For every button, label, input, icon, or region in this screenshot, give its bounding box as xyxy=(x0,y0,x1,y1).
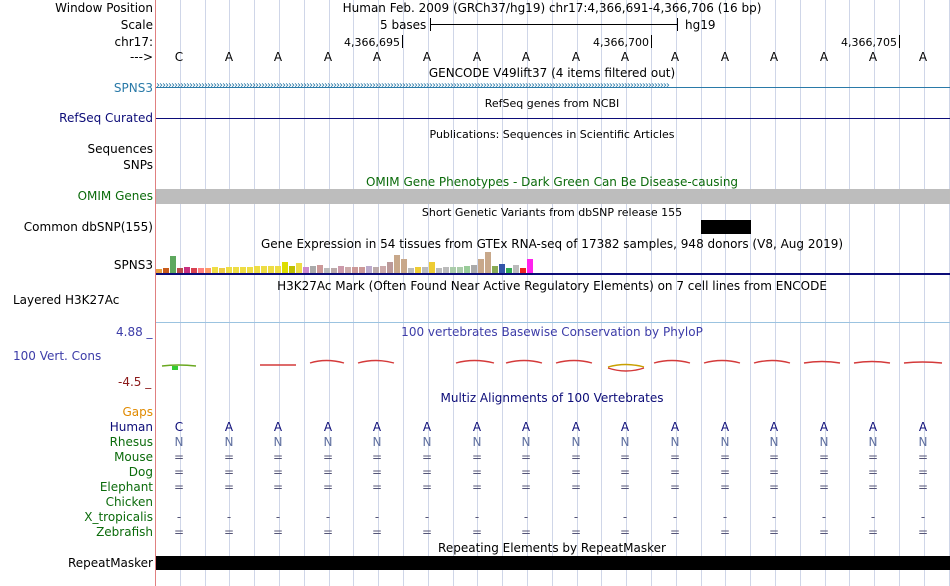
alignment-cell: = xyxy=(223,525,235,539)
alignment-cell: = xyxy=(768,450,780,464)
gtex-tissue-bar[interactable] xyxy=(254,266,260,273)
alignment-cell: A xyxy=(472,420,482,434)
alignment-cell: N xyxy=(571,435,581,449)
base-letter: A xyxy=(273,50,283,64)
rmsk-title: Repeating Elements by RepeatMasker xyxy=(438,541,666,555)
coord-tick xyxy=(402,35,403,48)
gtex-tissue-bar[interactable] xyxy=(527,259,533,273)
alignment-cell: - xyxy=(275,510,281,524)
alignment-cell: = xyxy=(371,525,383,539)
gtex-tissue-bar[interactable] xyxy=(401,259,407,273)
species-label-x_tropicalis[interactable]: X_tropicalis xyxy=(84,510,153,524)
alignment-cell: N xyxy=(620,435,630,449)
alignment-cell: = xyxy=(272,465,284,479)
phylop-score-mark xyxy=(556,361,592,364)
alignment-cell: = xyxy=(669,480,681,494)
alignment-cell: N xyxy=(521,435,531,449)
species-label-rhesus[interactable]: Rhesus xyxy=(109,435,153,449)
base-letter: A xyxy=(372,50,382,64)
coord-tick xyxy=(651,35,652,48)
alignment-cell: = xyxy=(867,465,879,479)
scale-bar-right-tick xyxy=(677,18,678,31)
base-letter: A xyxy=(868,50,878,64)
phylop-score-mark xyxy=(608,365,644,368)
sequences-label[interactable]: Sequences xyxy=(87,142,153,156)
alignment-cell: = xyxy=(619,480,631,494)
species-label-human[interactable]: Human xyxy=(109,420,153,434)
alignment-cell: = xyxy=(570,465,582,479)
alignment-cell: = xyxy=(173,480,185,494)
alignment-cell: = xyxy=(867,450,879,464)
strand-arrow-label: ---> xyxy=(129,50,153,64)
omim-gene-bar[interactable] xyxy=(156,189,950,204)
alignment-cell: = xyxy=(471,525,483,539)
h3k27ac-track-label[interactable]: Layered H3K27Ac xyxy=(13,293,120,307)
phylop-score-mark xyxy=(854,362,890,364)
phylop-score-mark xyxy=(358,361,394,364)
alignment-cell: = xyxy=(421,465,433,479)
coord-tick xyxy=(899,35,900,48)
base-letter: C xyxy=(174,50,184,64)
alignment-cell: = xyxy=(719,525,731,539)
alignment-cell: = xyxy=(818,525,830,539)
base-letter: A xyxy=(521,50,531,64)
alignment-cell: N xyxy=(372,435,382,449)
refseq-title: RefSeq genes from NCBI xyxy=(484,97,620,110)
alignment-cell: = xyxy=(570,480,582,494)
alignment-cell: = xyxy=(917,480,929,494)
alignment-cell: - xyxy=(523,510,529,524)
phylop-score-mark xyxy=(904,362,942,363)
alignment-cell: A xyxy=(670,420,680,434)
scale-label: Scale xyxy=(120,18,153,32)
alignment-cell: = xyxy=(223,480,235,494)
refseq-track-label[interactable]: RefSeq Curated xyxy=(59,111,153,125)
window-position-value: Human Feb. 2009 (GRCh37/hg19) chr17:4,366,691-4,366,706 (16 bp) xyxy=(342,1,762,15)
alignment-cell: = xyxy=(272,525,284,539)
gtex-tissue-bar[interactable] xyxy=(387,262,393,273)
scale-bar xyxy=(430,24,677,25)
phylop-score-mark xyxy=(804,362,840,364)
alignment-cell: N xyxy=(819,435,829,449)
alignment-cell: = xyxy=(421,525,433,539)
gtex-tissue-bar[interactable] xyxy=(317,265,323,273)
alignment-cell: - xyxy=(672,510,678,524)
phylop-score-mark xyxy=(704,361,740,364)
species-label-chicken[interactable]: Chicken xyxy=(105,495,153,509)
scale-bar-left-tick xyxy=(430,18,431,31)
alignment-cell: - xyxy=(722,510,728,524)
gtex-tissue-bar[interactable] xyxy=(261,266,267,273)
alignment-cell: = xyxy=(520,525,532,539)
alignment-cell: = xyxy=(371,465,383,479)
alignment-cell: A xyxy=(273,420,283,434)
alignment-cell: = xyxy=(867,480,879,494)
alignment-cell: = xyxy=(173,450,185,464)
rmsk-repeat-bar[interactable] xyxy=(156,556,950,570)
h3k27ac-signal-line[interactable] xyxy=(156,322,950,323)
base-letter: A xyxy=(323,50,333,64)
gtex-tissue-bar[interactable] xyxy=(310,266,316,273)
alignment-cell: = xyxy=(322,465,334,479)
alignment-cell: N xyxy=(174,435,184,449)
base-letter: A xyxy=(224,50,234,64)
alignment-cell: = xyxy=(471,450,483,464)
alignment-cell: - xyxy=(870,510,876,524)
alignment-cell: = xyxy=(322,480,334,494)
dbsnp-track-label[interactable]: Common dbSNP(155) xyxy=(23,220,153,234)
gtex-tissue-bar[interactable] xyxy=(170,256,176,273)
alignment-cell: = xyxy=(719,465,731,479)
base-letter: A xyxy=(918,50,928,64)
window-position-label: Window Position xyxy=(55,1,153,15)
alignment-cell: = xyxy=(272,480,284,494)
alignment-cell: N xyxy=(224,435,234,449)
species-label-zebrafish[interactable]: Zebrafish xyxy=(96,525,153,539)
alignment-cell: = xyxy=(818,480,830,494)
alignment-cell: = xyxy=(570,450,582,464)
alignment-cell: = xyxy=(619,465,631,479)
alignment-cell: = xyxy=(669,465,681,479)
gtex-tissue-bar[interactable] xyxy=(499,264,505,273)
gtex-tissue-bar[interactable] xyxy=(478,259,484,273)
gtex-tissue-bar[interactable] xyxy=(429,262,435,273)
gaps-label[interactable]: Gaps xyxy=(122,405,153,419)
species-label-mouse[interactable]: Mouse xyxy=(114,450,153,464)
omim-title: OMIM Gene Phenotypes - Dark Green Can Be Disease-causing xyxy=(365,175,739,189)
alignment-cell: = xyxy=(669,450,681,464)
alignment-cell: = xyxy=(322,525,334,539)
alignment-cell: A xyxy=(819,420,829,434)
gtex-tissue-bar[interactable] xyxy=(275,266,281,273)
gtex-tissue-bar[interactable] xyxy=(282,262,288,273)
scale-text: 5 bases xyxy=(380,18,427,32)
gtex-tissue-bar[interactable] xyxy=(513,265,519,273)
base-letter: A xyxy=(769,50,779,64)
alignment-cell: = xyxy=(223,450,235,464)
base-letter: A xyxy=(670,50,680,64)
chrom-label: chr17: xyxy=(114,35,153,49)
alignment-cell: = xyxy=(272,450,284,464)
alignment-cell: = xyxy=(768,525,780,539)
omim-track-label[interactable]: OMIM Genes xyxy=(77,189,153,203)
gtex-tissue-bar[interactable] xyxy=(338,266,344,273)
alignment-cell: = xyxy=(421,450,433,464)
gtex-tissue-bar[interactable] xyxy=(366,266,372,273)
alignment-cell: N xyxy=(472,435,482,449)
alignment-cell: A xyxy=(224,420,234,434)
alignment-cell: A xyxy=(323,420,333,434)
phylop-max-label: 4.88 _ xyxy=(116,325,153,339)
phylop-score-mark xyxy=(172,366,178,370)
alignment-cell: = xyxy=(818,450,830,464)
alignment-cell: = xyxy=(719,480,731,494)
alignment-cell: - xyxy=(573,510,579,524)
base-letter: A xyxy=(472,50,482,64)
alignment-cell: = xyxy=(520,450,532,464)
dbsnp-variant-box[interactable] xyxy=(701,220,751,234)
gtex-tissue-bar[interactable] xyxy=(268,266,274,273)
phylop-track-label[interactable]: 100 Vert. Cons xyxy=(13,349,102,363)
alignment-cell: = xyxy=(867,525,879,539)
alignment-cell: - xyxy=(176,510,182,524)
alignment-cell: N xyxy=(918,435,928,449)
alignment-cell: N xyxy=(323,435,333,449)
gtex-tissue-bar[interactable] xyxy=(289,266,295,273)
gencode-strand-arrows: ››››››››››››››››››››››››››››››››››››››››››››››››››››››››››››››››››››››››››››››››››››››››››››››››››››››››››››››››››››››››››››››››››››››››››››››››››››››››››››››››››››››››››› xyxy=(156,80,669,91)
gencode-gene-label[interactable]: SPNS3 xyxy=(113,81,153,95)
phylop-title: 100 vertebrates Basewise Conservation by PhyloP xyxy=(401,325,703,339)
alignment-cell: A xyxy=(720,420,730,434)
alignment-cell: A xyxy=(918,420,928,434)
gtex-tissue-bar[interactable] xyxy=(394,255,400,273)
phylop-score-mark xyxy=(654,361,690,364)
alignment-cell: N xyxy=(720,435,730,449)
phylop-score-mark xyxy=(608,368,644,371)
alignment-cell: = xyxy=(719,450,731,464)
alignment-cell: N xyxy=(670,435,680,449)
alignment-cell: = xyxy=(520,480,532,494)
alignment-cell: - xyxy=(622,510,628,524)
alignment-cell: = xyxy=(669,525,681,539)
phylop-score-mark xyxy=(506,361,542,364)
alignment-cell: N xyxy=(422,435,432,449)
gtex-baseline xyxy=(156,273,950,275)
alignment-cell: A xyxy=(422,420,432,434)
base-letter: A xyxy=(720,50,730,64)
alignment-cell: = xyxy=(520,465,532,479)
alignment-cell: = xyxy=(471,480,483,494)
alignment-cell: - xyxy=(325,510,331,524)
species-label-elephant[interactable]: Elephant xyxy=(99,480,153,494)
gtex-tissue-bar[interactable] xyxy=(380,266,386,273)
alignment-cell: = xyxy=(917,450,929,464)
phylop-score-mark xyxy=(310,361,344,364)
alignment-cell: = xyxy=(371,480,383,494)
alignment-cell: = xyxy=(173,525,185,539)
scale-db: hg19 xyxy=(685,18,716,32)
rmsk-track-label[interactable]: RepeatMasker xyxy=(67,556,153,570)
alignment-cell: N xyxy=(273,435,283,449)
alignment-cell: = xyxy=(421,480,433,494)
alignment-cell: = xyxy=(917,465,929,479)
gtex-track-label[interactable]: SPNS3 xyxy=(113,258,153,272)
alignment-cell: = xyxy=(322,450,334,464)
alignment-cell: = xyxy=(619,525,631,539)
refseq-gene-line[interactable] xyxy=(156,118,950,119)
alignment-cell: = xyxy=(371,450,383,464)
base-letter: A xyxy=(620,50,630,64)
species-label-dog[interactable]: Dog xyxy=(128,465,153,479)
alignment-cell: A xyxy=(571,420,581,434)
alignment-cell: A xyxy=(372,420,382,434)
h3k27ac-title: H3K27Ac Mark (Often Found Near Active Regulatory Elements) on 7 cell lines from ENCODE xyxy=(277,279,827,293)
alignment-cell: = xyxy=(471,465,483,479)
alignment-cell: - xyxy=(771,510,777,524)
coord-tick-label: 4,366,700 xyxy=(593,36,649,49)
alignment-cell: N xyxy=(769,435,779,449)
alignment-cell: - xyxy=(226,510,232,524)
base-letter: A xyxy=(571,50,581,64)
gtex-tissue-bar[interactable] xyxy=(492,266,498,273)
gtex-tissue-bar[interactable] xyxy=(464,266,470,273)
alignment-cell: A xyxy=(521,420,531,434)
alignment-cell: A xyxy=(620,420,630,434)
alignment-cell: N xyxy=(868,435,878,449)
alignment-cell: = xyxy=(223,465,235,479)
alignment-cell: = xyxy=(768,465,780,479)
base-letter: A xyxy=(819,50,829,64)
alignment-cell: - xyxy=(821,510,827,524)
alignment-cell: = xyxy=(768,480,780,494)
alignment-cell: A xyxy=(868,420,878,434)
coord-tick-label: 4,366,695 xyxy=(344,36,400,49)
alignment-cell: - xyxy=(374,510,380,524)
gtex-title: Gene Expression in 54 tissues from GTEx RNA-seq of 17382 samples, 948 donors (V8, Aug 2019) xyxy=(260,237,844,251)
gencode-title: GENCODE V49lift37 (4 items filtered out) xyxy=(428,66,676,80)
phylop-score-mark xyxy=(162,365,196,366)
base-letter: A xyxy=(422,50,432,64)
alignment-cell: = xyxy=(619,450,631,464)
alignment-cell: - xyxy=(474,510,480,524)
multiz-title: Multiz Alignments of 100 Vertebrates xyxy=(440,391,664,405)
alignment-cell: = xyxy=(917,525,929,539)
gtex-tissue-bar[interactable] xyxy=(296,263,302,273)
phylop-conservation-plot[interactable] xyxy=(156,352,950,376)
dbsnp-title: Short Genetic Variants from dbSNP release 155 xyxy=(421,206,683,219)
snps-label[interactable]: SNPs xyxy=(123,158,153,172)
alignment-cell: = xyxy=(818,465,830,479)
alignment-cell: A xyxy=(769,420,779,434)
coord-tick-label: 4,366,705 xyxy=(841,36,897,49)
alignment-cell: = xyxy=(570,525,582,539)
gtex-tissue-bar[interactable] xyxy=(485,252,491,273)
phylop-min-label: -4.5 _ xyxy=(118,375,152,389)
gtex-tissue-bar[interactable] xyxy=(471,265,477,273)
alignment-cell: - xyxy=(920,510,926,524)
alignment-cell: C xyxy=(174,420,184,434)
alignment-cell: = xyxy=(173,465,185,479)
alignment-cell: - xyxy=(424,510,430,524)
phylop-score-mark xyxy=(456,361,494,364)
phylop-score-mark xyxy=(754,361,790,364)
publications-title: Publications: Sequences in Scientific Articles xyxy=(429,128,675,141)
